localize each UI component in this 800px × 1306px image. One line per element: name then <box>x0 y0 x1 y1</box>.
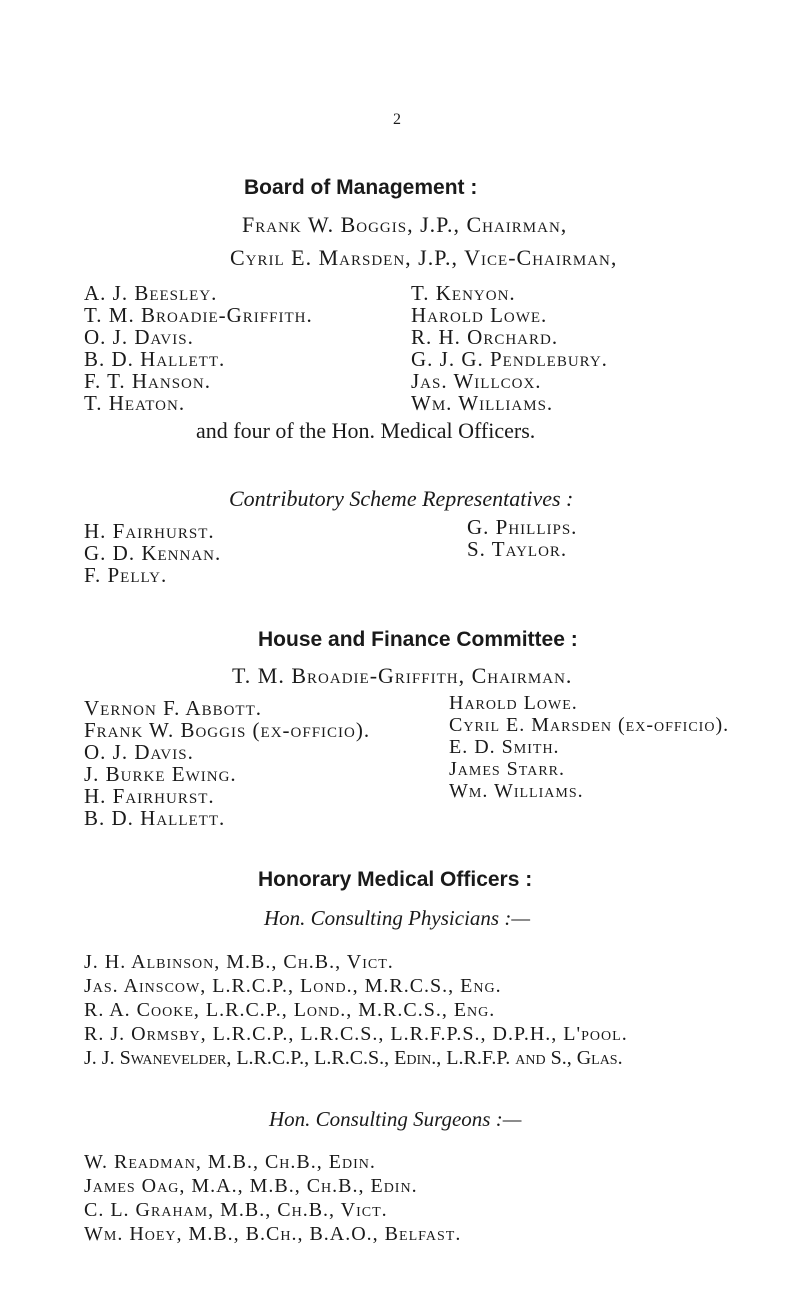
house-member: O. J. Davis. <box>84 740 194 764</box>
board-chairman: Frank W. Boggis, J.P., Chairman, <box>242 212 568 237</box>
physicians-heading: Hon. Consulting Physicians :— <box>264 906 530 930</box>
house-members-right <box>449 692 729 802</box>
board-member: Harold Lowe. <box>411 303 548 327</box>
house-member: Wm. Williams. <box>449 780 584 802</box>
house-heading: House and Finance Committee : <box>258 628 578 651</box>
board-member: T. M. Broadie-Griffith. <box>84 303 313 327</box>
house-member: James Starr. <box>449 758 566 780</box>
board-member: Wm. Williams. <box>411 391 554 415</box>
contributory-member: G. D. Kennan. <box>84 541 222 565</box>
house-member: Harold Lowe. <box>449 692 578 714</box>
board-vice-chairman: Cyril E. Marsden, J.P., Vice-Chairman, <box>230 245 618 270</box>
contributory-member: H. Fairhurst. <box>84 519 215 543</box>
house-member: Vernon F. Abbott. <box>84 696 263 720</box>
house-member: E. D. Smith. <box>449 736 560 758</box>
physician-entry: R. A. Cooke, L.R.C.P., Lond., M.R.C.S., Eng. <box>84 999 496 1021</box>
surgeon-entry: Wm. Hoey, M.B., B.Ch., B.A.O., Belfast. <box>84 1223 462 1245</box>
surgeons-list <box>84 1150 461 1246</box>
physician-entry: J. J. Swanevelder, L.R.C.P., L.R.C.S., Edin., L.R.F.P. and S., Glas. <box>84 1047 623 1069</box>
board-heading: Board of Management : <box>244 176 478 199</box>
board-member: G. J. G. Pendlebury. <box>411 347 608 371</box>
contributory-left <box>84 520 221 586</box>
contributory-heading: Contributory Scheme Representatives : <box>229 486 574 511</box>
contributory-right <box>467 516 577 560</box>
board-member: T. Kenyon. <box>411 281 516 305</box>
board-member: F. T. Hanson. <box>84 369 211 393</box>
contributory-member: G. Phillips. <box>467 515 578 539</box>
surgeon-entry: W. Readman, M.B., Ch.B., Edin. <box>84 1151 376 1173</box>
surgeon-entry: C. L. Graham, M.B., Ch.B., Vict. <box>84 1199 388 1221</box>
house-chairman: T. M. Broadie-Griffith, Chairman. <box>232 663 573 688</box>
contributory-member: F. Pelly. <box>84 563 168 587</box>
physicians-list <box>84 950 628 1070</box>
page-number: 2 <box>393 111 401 128</box>
board-members-left <box>84 282 313 414</box>
contributory-member: S. Taylor. <box>467 537 568 561</box>
board-member: A. J. Beesley. <box>84 281 218 305</box>
board-member: Jas. Willcox. <box>411 369 542 393</box>
house-member: J. Burke Ewing. <box>84 762 237 786</box>
board-members-right <box>411 282 608 414</box>
house-members-left <box>84 697 370 829</box>
house-member: H. Fairhurst. <box>84 784 215 808</box>
house-member: Frank W. Boggis (ex-officio). <box>84 718 371 742</box>
board-member: R. H. Orchard. <box>411 325 559 349</box>
physician-entry: J. H. Albinson, M.B., Ch.B., Vict. <box>84 951 394 973</box>
board-footer: and four of the Hon. Medical Officers. <box>196 418 536 443</box>
physician-entry: R. J. Ormsby, L.R.C.P., L.R.C.S., L.R.F.P.S., D.P.H., L'pool. <box>84 1023 628 1045</box>
surgeon-entry: James Oag, M.A., M.B., Ch.B., Edin. <box>84 1175 418 1197</box>
honorary-heading: Honorary Medical Officers : <box>258 868 533 891</box>
board-member: T. Heaton. <box>84 391 186 415</box>
house-member: Cyril E. Marsden (ex-officio). <box>449 714 730 736</box>
physician-entry: Jas. Ainscow, L.R.C.P., Lond., M.R.C.S., Eng. <box>84 975 502 997</box>
board-member: B. D. Hallett. <box>84 347 226 371</box>
surgeons-heading: Hon. Consulting Surgeons :— <box>269 1107 522 1131</box>
board-member: O. J. Davis. <box>84 325 194 349</box>
house-member: B. D. Hallett. <box>84 806 226 830</box>
